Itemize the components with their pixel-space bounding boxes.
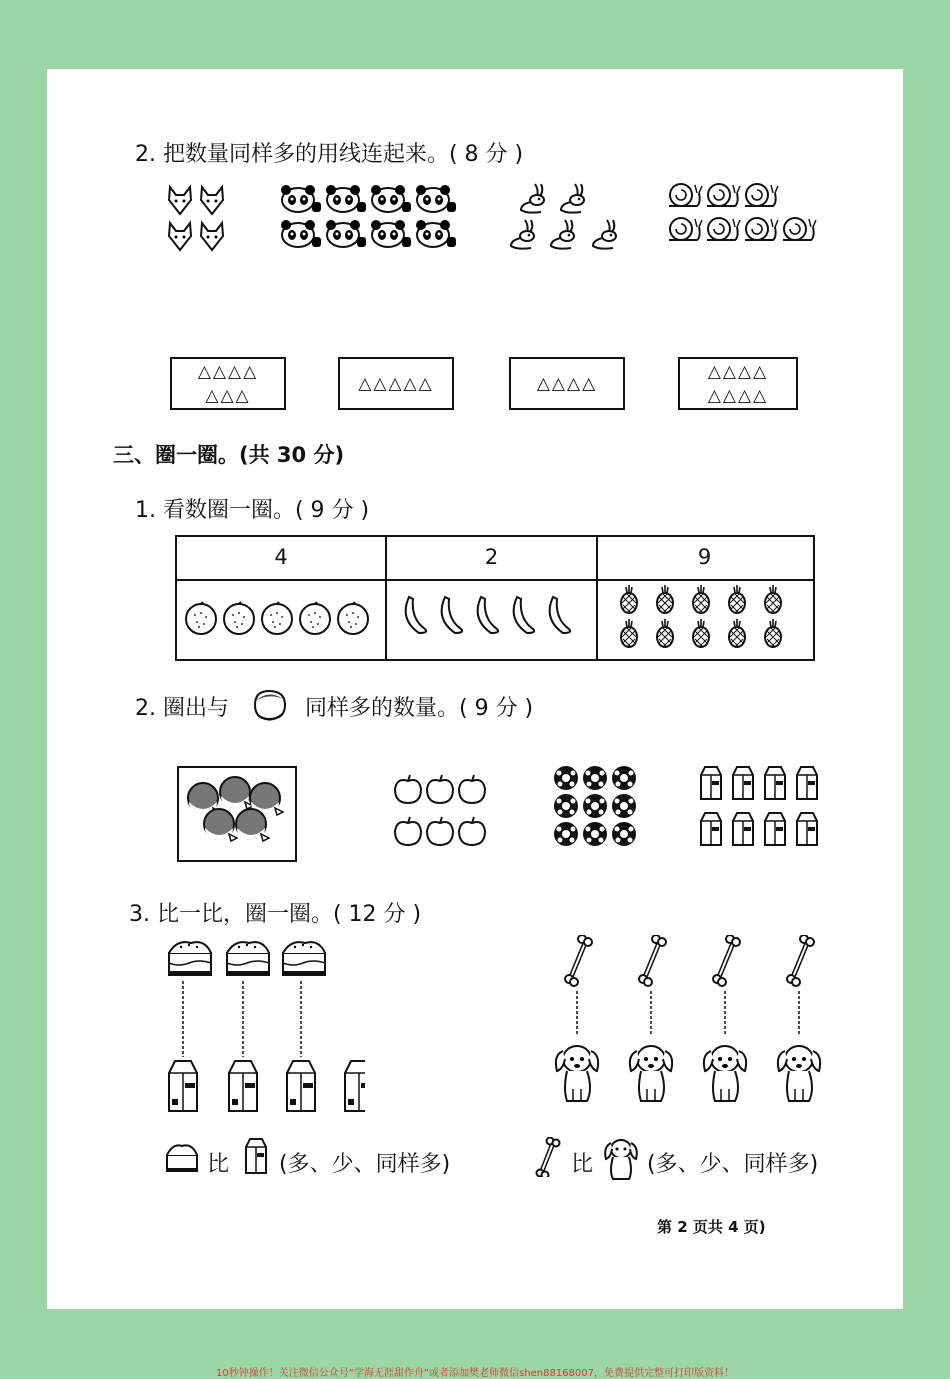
puppy-icon: [556, 1046, 598, 1101]
q2-title: 2. 把数量同样多的用线连起来。( 8 分 ): [135, 142, 524, 167]
peach-icon: [204, 809, 237, 841]
orange-icon: [224, 602, 254, 634]
apple-icon: [459, 775, 485, 803]
snail-icon: [707, 218, 740, 240]
triangle-row: △△△: [205, 385, 251, 406]
triangle-box[interactable]: [509, 357, 625, 410]
q3-3-title: 3. 比一比，圈一圈。( 12 分 ): [129, 902, 422, 927]
snail-icon: [669, 184, 702, 206]
table-number: 2: [484, 545, 499, 569]
panda-icon: [416, 185, 456, 212]
cake-icon: [283, 942, 325, 975]
triangle-box[interactable]: [338, 357, 454, 410]
ball-icon: [612, 766, 636, 790]
milk-carton-icon: [733, 813, 753, 845]
banana-icon: [478, 597, 498, 633]
answer-options-right[interactable]: (多、少、同样多): [647, 1152, 819, 1177]
compare-word-left: 比: [207, 1152, 230, 1177]
peach-icon: [249, 683, 289, 723]
worksheet-page: [47, 69, 903, 1309]
cake-icon: [169, 942, 211, 975]
peach-icon-group: [179, 768, 295, 860]
ball-icon: [554, 794, 578, 818]
apple-icon: [459, 817, 485, 845]
pineapple-icon: [657, 585, 673, 613]
rabbit-icon: [521, 184, 544, 213]
banana-icon-group[interactable]: [399, 595, 579, 639]
panda-icon: [326, 220, 366, 247]
snail-icon: [669, 218, 702, 240]
q3-2-title-suffix: 同样多的数量。( 9 分 ): [305, 696, 534, 721]
milk-carton-icon: [797, 813, 817, 845]
fox-icon-group: [167, 184, 229, 254]
rabbit-icon: [593, 220, 616, 249]
triangle-row: △△△△: [536, 373, 598, 394]
ball-icon: [554, 822, 578, 846]
orange-icon-group[interactable]: [185, 601, 381, 637]
cake-icon: [227, 942, 269, 975]
page-number: 第 2 页共 4 页): [657, 1218, 766, 1236]
bone-dog-compare: [551, 935, 851, 1115]
panda-icon: [281, 220, 321, 247]
pineapple-icon: [621, 585, 637, 613]
answer-options-left[interactable]: (多、少、同样多): [279, 1152, 451, 1177]
panda-icon: [371, 185, 411, 212]
snail-icon: [745, 184, 778, 206]
triangle-row: △△△△: [707, 361, 769, 382]
orange-icon: [300, 602, 330, 634]
ball-icon-group[interactable]: [553, 765, 639, 849]
puppy-icon: [630, 1046, 672, 1101]
milk-carton-icon: [169, 1061, 197, 1111]
banana-icon: [406, 597, 426, 633]
pineapple-icon: [693, 585, 709, 613]
panda-icon: [371, 220, 411, 247]
milk-carton-icon: [229, 1061, 257, 1111]
peach-icon: [220, 777, 253, 809]
ball-icon: [583, 794, 607, 818]
rabbit-icon: [511, 220, 534, 249]
banana-icon: [550, 597, 570, 633]
ball-icon: [554, 766, 578, 790]
fox-icon: [169, 187, 191, 214]
pineapple-icon: [729, 585, 745, 613]
milk-carton-icon: [765, 767, 785, 799]
snail-icon: [745, 218, 778, 240]
bone-icon: [565, 935, 592, 986]
milk-carton-icon: [701, 767, 721, 799]
puppy-icon: [778, 1046, 820, 1101]
orange-icon: [338, 602, 368, 634]
puppy-icon: [704, 1046, 746, 1101]
orange-icon: [262, 602, 292, 634]
q3-1-title: 1. 看数圈一圈。( 9 分 ): [135, 498, 370, 523]
pineapple-icon: [657, 619, 673, 647]
table-number: 9: [697, 545, 712, 569]
milk-carton-icon-group[interactable]: [697, 765, 823, 851]
banana-icon: [442, 597, 462, 633]
bone-icon: [535, 1137, 561, 1177]
q3-2-title-prefix: 2. 圈出与: [135, 696, 229, 721]
ball-icon: [612, 794, 636, 818]
ball-icon: [612, 822, 636, 846]
pineapple-icon: [693, 619, 709, 647]
triangle-box[interactable]: [170, 357, 286, 410]
triangle-row: △△△△: [197, 361, 259, 382]
snail-icon: [783, 218, 816, 240]
milk-carton-icon: [345, 1061, 365, 1111]
milk-carton-icon: [733, 767, 753, 799]
rabbit-icon: [551, 220, 574, 249]
panda-icon: [416, 220, 456, 247]
section-3-title: 三、圈一圈。(共 30 分): [113, 443, 345, 467]
footer-promo-text: 10秒钟操作！关注微信公众号“学海无涯甜作舟”或者添加樊老师微信shen88168007，免费提供完整可打印版资料！: [215, 1368, 735, 1379]
apple-icon: [395, 817, 421, 845]
puppy-icon: [601, 1135, 641, 1181]
bone-icon: [787, 935, 814, 986]
snail-icon-group: [667, 181, 817, 249]
rabbit-icon-group: [507, 182, 627, 254]
triangle-row: △△△△△: [358, 373, 434, 394]
compare-word-right: 比: [571, 1152, 594, 1177]
fox-icon: [201, 187, 223, 214]
panda-icon-group: [280, 184, 460, 252]
triangle-box[interactable]: [678, 357, 798, 410]
pineapple-icon-group[interactable]: [617, 585, 797, 653]
snail-icon: [707, 184, 740, 206]
panda-icon: [281, 185, 321, 212]
milk-carton-icon: [701, 813, 721, 845]
apple-icon-group[interactable]: [393, 771, 493, 851]
cake-icon: [165, 1143, 199, 1173]
peach-reference-box: [177, 766, 297, 862]
milk-carton-icon: [765, 813, 785, 845]
apple-icon: [427, 817, 453, 845]
cake-milk-compare: [165, 939, 365, 1119]
table-number: 4: [274, 545, 288, 569]
apple-icon: [427, 775, 453, 803]
count-table: [175, 535, 815, 661]
milk-carton-icon: [243, 1137, 269, 1175]
milk-carton-icon: [287, 1061, 315, 1111]
milk-carton-icon: [797, 767, 817, 799]
triangle-row: △△△△: [707, 385, 769, 406]
table-divider: [177, 579, 813, 581]
bone-icon: [713, 935, 740, 986]
apple-icon: [395, 775, 421, 803]
orange-icon: [186, 602, 216, 634]
pineapple-icon: [765, 585, 781, 613]
fox-icon: [169, 223, 191, 250]
bone-icon: [639, 935, 666, 986]
pineapple-icon: [729, 619, 745, 647]
pineapple-icon: [765, 619, 781, 647]
ball-icon: [583, 822, 607, 846]
banana-icon: [514, 597, 534, 633]
panda-icon: [326, 185, 366, 212]
rabbit-icon: [561, 184, 584, 213]
fox-icon: [201, 223, 223, 250]
ball-icon: [583, 766, 607, 790]
pineapple-icon: [621, 619, 637, 647]
